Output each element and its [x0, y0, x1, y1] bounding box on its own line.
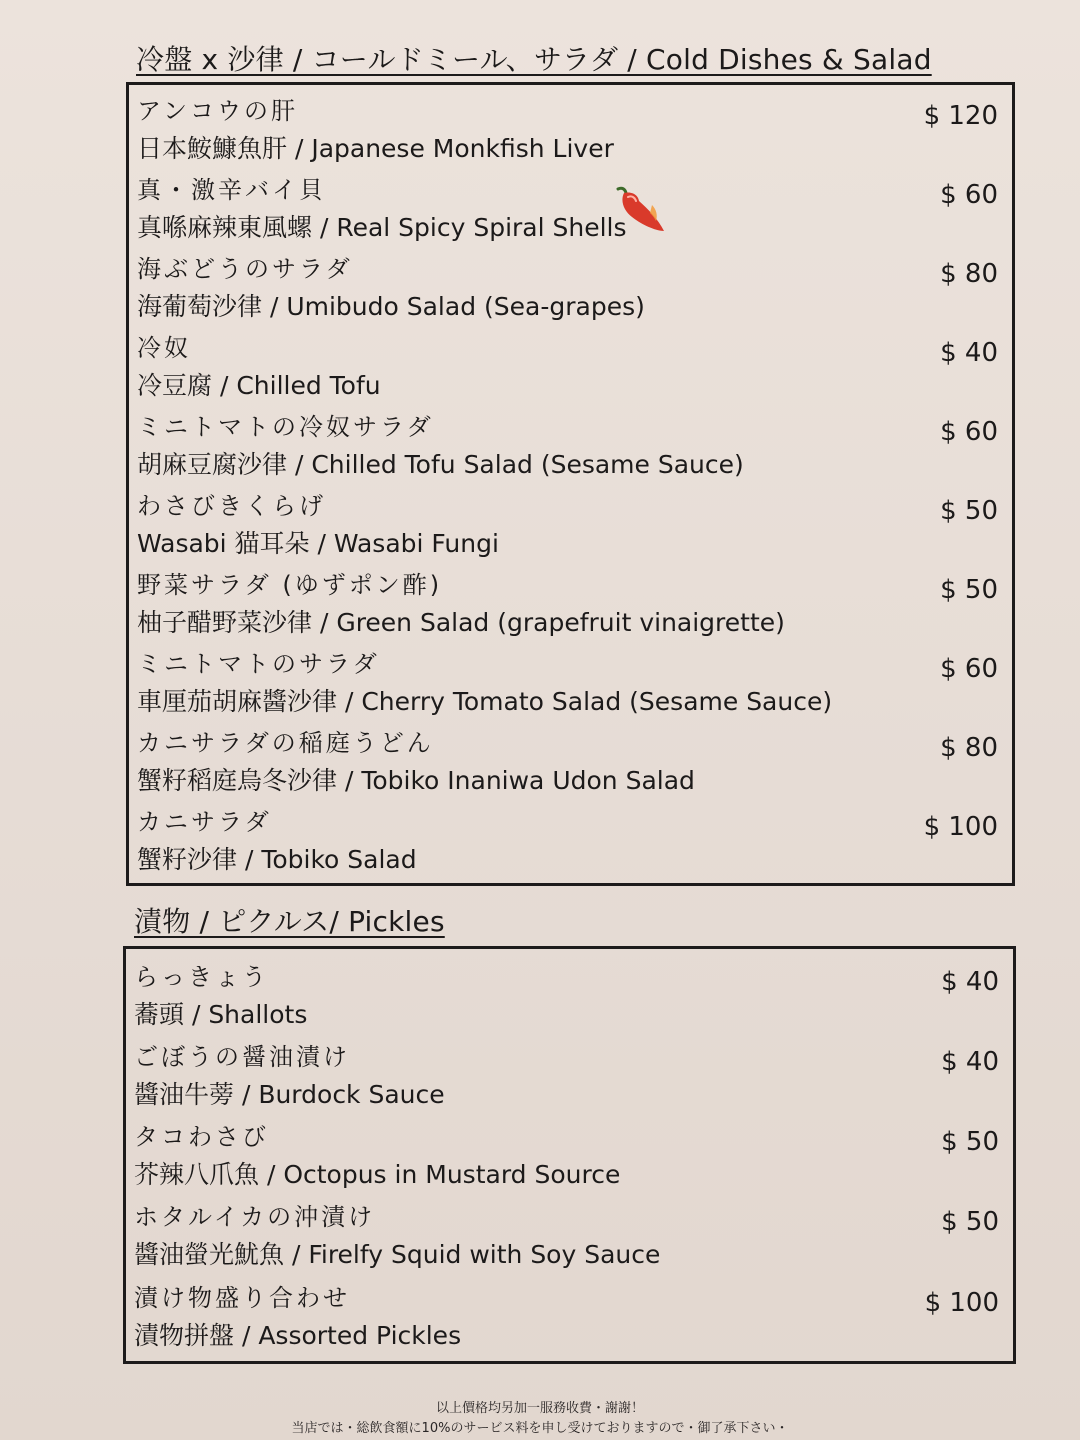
item-price: $ 40	[941, 967, 999, 997]
menu-item	[137, 644, 998, 716]
item-price: $ 100	[924, 1288, 999, 1318]
item-price: $ 50	[941, 1207, 999, 1237]
item-name: 柚子醋野菜沙律 / Green Salad (grapefruit vinaigrette)	[137, 608, 785, 637]
section-title-pickles: 漬物 / ピクルス/ Pickles	[134, 905, 445, 938]
item-name: 醬油螢光魷魚 / Firelfy Squid with Soy Sauce	[134, 1240, 661, 1269]
item-price: $ 100	[923, 812, 998, 842]
item-jp-name: タコわさび	[134, 1123, 269, 1151]
item-price: $ 40	[940, 338, 998, 368]
cold-dishes-box	[126, 82, 1015, 886]
menu-item	[134, 1197, 999, 1269]
menu-item	[137, 407, 998, 479]
service-charge-note-jp: 当店では・総飲食額に10%のサービス料を申し受けておりますので・御了承下さい・	[291, 1421, 789, 1436]
menu-item	[137, 565, 998, 637]
item-jp-name: カニサラダの稲庭うどん	[137, 729, 434, 757]
item-price: $ 80	[940, 259, 998, 289]
item-price: $ 50	[941, 1127, 999, 1157]
item-name: 漬物拼盤 / Assorted Pickles	[134, 1321, 462, 1350]
item-name: 蕎頭 / Shallots	[134, 1000, 308, 1029]
item-name: 蟹籽沙律 / Tobiko Salad	[137, 845, 417, 874]
menu-item	[137, 91, 998, 163]
menu-item	[137, 802, 998, 874]
menu-item	[134, 957, 999, 1029]
item-name: 冷豆腐 / Chilled Tofu	[137, 371, 381, 400]
item-price: $ 50	[940, 496, 998, 526]
item-name: 芥辣八爪魚 / Octopus in Mustard Source	[134, 1160, 621, 1189]
item-jp-name: アンコウの肝	[137, 97, 299, 125]
item-jp-name: カニサラダ	[137, 808, 272, 836]
menu-item	[137, 249, 998, 321]
item-name: 車厘茄胡麻醬沙律 / Cherry Tomato Salad (Sesame Sauce)	[137, 687, 833, 716]
service-charge-note: 以上價格均另加一服務收費・謝謝！	[435, 1401, 644, 1416]
item-jp-name: ミニトマトのサラダ	[137, 650, 380, 678]
item-jp-name: 真・激辛バイ貝	[137, 176, 326, 204]
item-price: $ 80	[940, 733, 998, 763]
chili-pepper-icon	[612, 183, 670, 239]
item-jp-name: 漬け物盛り合わせ	[134, 1284, 350, 1312]
item-name: Wasabi 猫耳朵 / Wasabi Fungi	[137, 529, 499, 558]
item-jp-name: らっきょう	[134, 963, 269, 991]
item-jp-name: わさびきくらげ	[137, 492, 326, 520]
item-price: $ 60	[940, 417, 998, 447]
item-jp-name: 野菜サラダ (ゆずポン酢)	[137, 571, 443, 599]
item-name: 日本鮟鱇魚肝 / Japanese Monkfish Liver	[137, 134, 614, 163]
item-price: $ 120	[923, 101, 998, 131]
item-name: 真喺麻辣東風螺 / Real Spicy Spiral Shells	[137, 213, 627, 242]
menu-item	[134, 1278, 999, 1350]
menu-item	[137, 328, 998, 400]
item-jp-name: ミニトマトの冷奴サラダ	[137, 413, 434, 441]
item-name: 胡麻豆腐沙律 / Chilled Tofu Salad (Sesame Sauce)	[137, 450, 744, 479]
menu-item	[137, 723, 998, 795]
item-price: $ 40	[941, 1047, 999, 1077]
menu-item	[137, 486, 998, 558]
item-name: 海葡萄沙律 / Umibudo Salad (Sea-grapes)	[137, 292, 645, 321]
section-title-cold-dishes: 冷盤 x 沙律 / コールドミール、サラダ / Cold Dishes & Salad	[136, 43, 932, 76]
item-jp-name: 海ぶどうのサラダ	[137, 255, 353, 283]
item-name: 醬油牛蒡 / Burdock Sauce	[134, 1080, 445, 1109]
item-jp-name: ごぼうの醤油漬け	[134, 1043, 350, 1071]
item-price: $ 60	[940, 180, 998, 210]
item-price: $ 60	[940, 654, 998, 684]
item-price: $ 50	[940, 575, 998, 605]
item-jp-name: 冷奴	[137, 334, 191, 362]
pickles-box	[123, 946, 1016, 1364]
item-name: 蟹籽稻庭烏冬沙律 / Tobiko Inaniwa Udon Salad	[137, 766, 695, 795]
menu-item	[137, 170, 998, 242]
item-jp-name: ホタルイカの沖漬け	[134, 1203, 376, 1231]
menu-item	[134, 1037, 999, 1109]
menu-item	[134, 1117, 999, 1189]
